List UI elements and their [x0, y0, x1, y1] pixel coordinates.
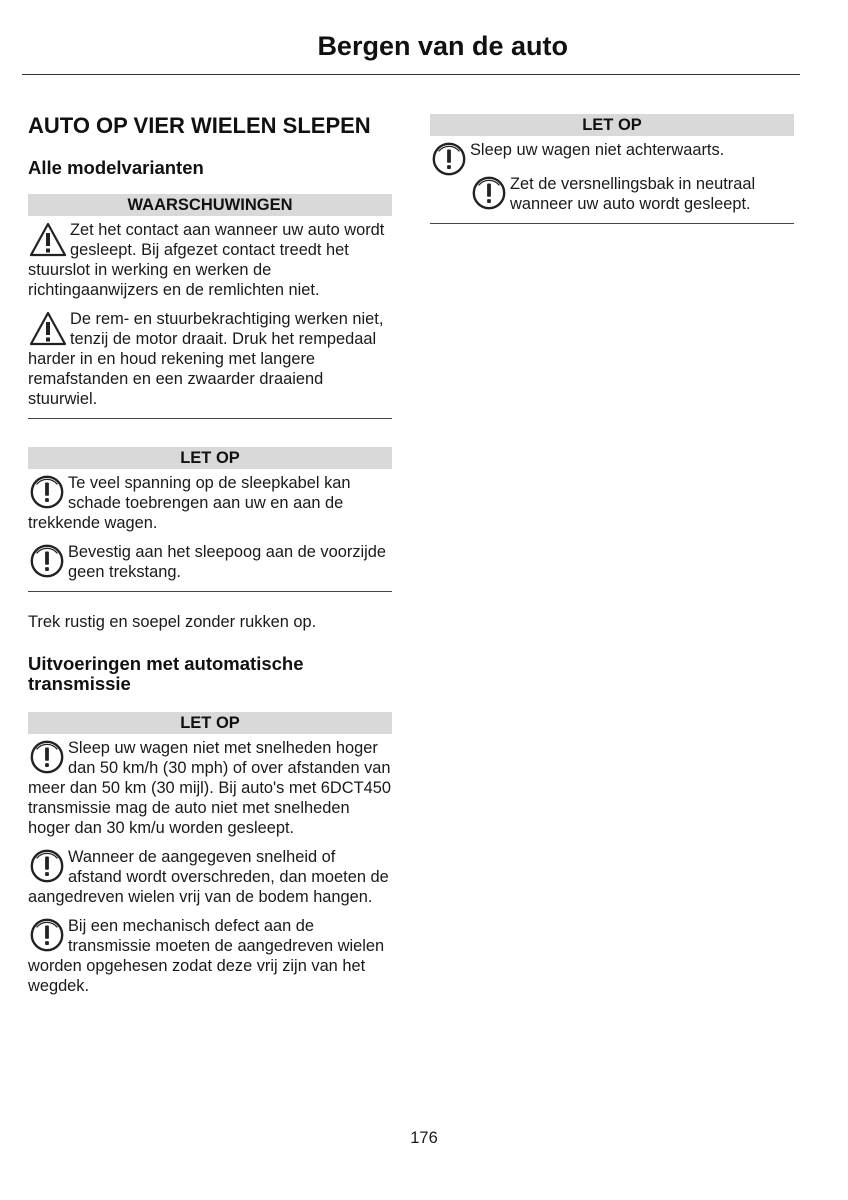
warning-text: Zet het contact aan wanneer uw auto wordt gesleept. Bij afgezet contact treedt het stuurslot in werking en werken de richtingaanwijzers en de remlichten niet.	[28, 221, 385, 299]
caution-heading: LET OP	[28, 447, 392, 469]
page-number: 176	[410, 1129, 438, 1147]
caution-item	[28, 916, 392, 996]
caution-exclamation-icon	[28, 738, 66, 776]
caution-text: Zet de versnellingsbak in neutraal wanneer uw auto wordt gesleept.	[510, 175, 756, 213]
warnings-box	[28, 194, 392, 419]
left-column	[28, 112, 392, 1005]
divider	[430, 223, 794, 224]
warning-item	[28, 220, 392, 300]
warning-triangle-icon	[28, 220, 68, 260]
caution-box	[28, 712, 392, 996]
caution-item	[28, 473, 392, 533]
caution-item	[28, 542, 392, 582]
warning-text: De rem- en stuurbekrachtiging werken niet, tenzij de motor draait. Druk het rempedaal harder in en houd rekening met langere remafstanden en een zwaarder draaiend stuurwiel.	[28, 310, 384, 408]
caution-item	[28, 738, 392, 838]
caution-heading: LET OP	[28, 712, 392, 734]
caution-exclamation-icon	[470, 174, 508, 212]
divider	[28, 418, 392, 419]
caution-text: Sleep uw wagen niet met snelheden hoger dan 50 km/h (30 mph) of over afstanden van meer dan 50 km (30 mijl). Bij auto's met 6DCT450 transmissie mag de auto niet met snelheden hoger dan 30 km/u worden gesleept.	[28, 739, 391, 837]
caution-exclamation-icon	[28, 847, 66, 885]
caution-item	[430, 140, 794, 160]
section-title: AUTO OP VIER WIELEN SLEPEN	[28, 113, 371, 138]
caution-exclamation-icon	[28, 916, 66, 954]
caution-exclamation-icon	[430, 140, 468, 178]
caution-item	[28, 847, 392, 907]
caution-text: Bij een mechanisch defect aan de transmissie moeten de aangedreven wielen worden opgehesen zodat deze vrij zijn van het wegdek.	[28, 917, 385, 995]
right-column	[430, 114, 794, 224]
caution-exclamation-icon	[28, 473, 66, 511]
caution-text: Wanneer de aangegeven snelheid of afstand wordt overschreden, dan moeten de aangedreven wielen vrij van de bodem hangen.	[28, 848, 389, 906]
page-title: Bergen van de auto	[317, 31, 568, 61]
caution-text: Sleep uw wagen niet achterwaarts.	[470, 141, 725, 159]
caution-box	[430, 114, 794, 224]
caution-item	[430, 174, 794, 214]
warning-item	[28, 309, 392, 409]
caution-text: Te veel spanning op de sleepkabel kan schade toebrengen aan uw en aan de trekkende wagen.	[28, 474, 351, 532]
caution-box	[28, 447, 392, 592]
subsection-title-all-models: Alle modelvarianten	[28, 157, 204, 178]
subsection-title-automatic: Uitvoeringen met automatische transmissie	[28, 653, 304, 694]
caution-heading: LET OP	[430, 114, 794, 136]
caution-exclamation-icon	[28, 542, 66, 580]
page-header	[22, 26, 800, 75]
caution-text: Bevestig aan het sleepoog aan de voorzijde geen trekstang.	[68, 543, 387, 581]
divider	[28, 591, 392, 592]
body-paragraph: Trek rustig en soepel zonder rukken op.	[28, 613, 317, 631]
warning-triangle-icon	[28, 309, 68, 349]
warnings-heading: WAARSCHUWINGEN	[28, 194, 392, 216]
